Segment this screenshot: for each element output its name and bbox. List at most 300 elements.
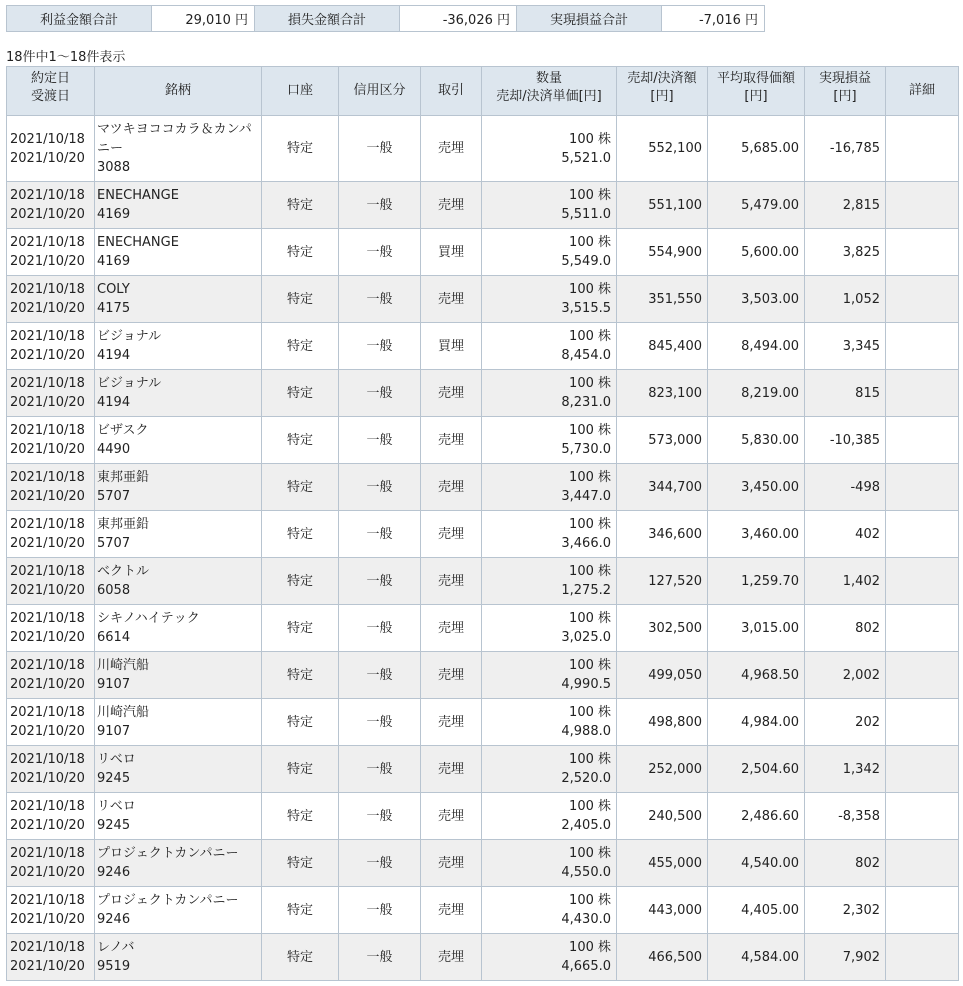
realized-pl: -498 <box>805 464 886 511</box>
stock-cell <box>95 699 262 746</box>
avg-cost: 3,460.00 <box>708 511 805 558</box>
stock-code: 4175 <box>97 301 131 316</box>
settle-amount: 552,100 <box>617 116 708 182</box>
realized-pl: 2,302 <box>805 887 886 934</box>
credit-type: 一般 <box>339 323 421 370</box>
realized-pl: 202 <box>805 699 886 746</box>
quantity: 100 株 <box>569 893 611 908</box>
header-pl-label: 実現損益 <box>818 71 871 86</box>
header-amount-unit: [円] <box>650 89 674 104</box>
stock-name: レノバ <box>97 940 135 955</box>
avg-cost: 4,968.50 <box>708 652 805 699</box>
stock-cell <box>95 116 262 182</box>
qty-cell <box>482 558 617 605</box>
qty-cell <box>482 417 617 464</box>
account-type: 特定 <box>262 934 339 981</box>
table-body <box>7 116 959 981</box>
trade-date: 2021/10/18 <box>10 131 85 147</box>
quantity: 100 株 <box>569 564 611 579</box>
table-row <box>7 464 959 511</box>
trade-type: 売埋 <box>421 370 482 417</box>
table-row <box>7 417 959 464</box>
avg-cost: 5,600.00 <box>708 229 805 276</box>
detail-cell <box>886 605 959 652</box>
settle-price: 5,730.0 <box>561 442 611 457</box>
summary-bar <box>6 5 765 32</box>
settle-amount: 351,550 <box>617 276 708 323</box>
account-type: 特定 <box>262 793 339 840</box>
stock-name: ENECHANGE <box>97 235 179 250</box>
header-qty <box>482 67 617 116</box>
stock-name: プロジェクトカンパニー <box>97 893 239 908</box>
detail-cell <box>886 887 959 934</box>
account-type: 特定 <box>262 276 339 323</box>
settle-amount: 498,800 <box>617 699 708 746</box>
account-type: 特定 <box>262 605 339 652</box>
qty-cell <box>482 887 617 934</box>
avg-cost: 1,259.70 <box>708 558 805 605</box>
settle-amount: 845,400 <box>617 323 708 370</box>
stock-cell <box>95 511 262 558</box>
settle-date: 2021/10/20 <box>10 959 85 974</box>
settle-amount: 302,500 <box>617 605 708 652</box>
qty-cell <box>482 323 617 370</box>
table-row <box>7 370 959 417</box>
avg-cost: 8,494.00 <box>708 323 805 370</box>
settle-amount: 346,600 <box>617 511 708 558</box>
date-cell <box>7 746 95 793</box>
realized-pl: 815 <box>805 370 886 417</box>
detail-cell <box>886 934 959 981</box>
realized-pl: 3,825 <box>805 229 886 276</box>
avg-cost: 8,219.00 <box>708 370 805 417</box>
settle-price: 2,405.0 <box>561 818 611 833</box>
account-type: 特定 <box>262 370 339 417</box>
avg-cost: 2,486.60 <box>708 793 805 840</box>
stock-name: COLY <box>97 282 130 297</box>
stock-name: ビジョナル <box>97 329 162 344</box>
settle-amount: 554,900 <box>617 229 708 276</box>
trade-date: 2021/10/18 <box>10 470 85 485</box>
stock-name: リベロ <box>97 799 136 814</box>
settle-amount: 573,000 <box>617 417 708 464</box>
detail-cell <box>886 511 959 558</box>
header-credit: 信用区分 <box>339 67 421 116</box>
realized-pl: -16,785 <box>805 116 886 182</box>
trade-type: 売埋 <box>421 934 482 981</box>
trade-type: 売埋 <box>421 793 482 840</box>
quantity: 100 株 <box>569 131 611 147</box>
credit-type: 一般 <box>339 887 421 934</box>
credit-type: 一般 <box>339 229 421 276</box>
table-row <box>7 558 959 605</box>
settle-amount: 240,500 <box>617 793 708 840</box>
realized-pl: 802 <box>805 605 886 652</box>
settle-date: 2021/10/20 <box>10 348 85 363</box>
table-row <box>7 323 959 370</box>
settle-price: 8,231.0 <box>561 395 611 410</box>
trade-date: 2021/10/18 <box>10 329 85 344</box>
realized-pl: 402 <box>805 511 886 558</box>
credit-type: 一般 <box>339 793 421 840</box>
settle-price: 4,990.5 <box>561 677 611 692</box>
detail-cell <box>886 699 959 746</box>
qty-cell <box>482 464 617 511</box>
qty-cell <box>482 699 617 746</box>
account-type: 特定 <box>262 558 339 605</box>
stock-cell <box>95 605 262 652</box>
trade-date: 2021/10/18 <box>10 893 85 908</box>
date-cell <box>7 793 95 840</box>
stock-code: 9107 <box>97 724 131 739</box>
loss-total-label: 損失金額合計 <box>255 6 400 32</box>
settle-date: 2021/10/20 <box>10 207 85 222</box>
table-row <box>7 276 959 323</box>
header-amount-label: 売却/決済額 <box>627 71 697 86</box>
credit-type: 一般 <box>339 464 421 511</box>
realized-pl: 802 <box>805 840 886 887</box>
detail-cell <box>886 417 959 464</box>
realized-pl: 3,345 <box>805 323 886 370</box>
table-row <box>7 887 959 934</box>
avg-cost: 2,504.60 <box>708 746 805 793</box>
quantity: 100 株 <box>569 329 611 344</box>
quantity: 100 株 <box>569 940 611 955</box>
trade-type: 売埋 <box>421 464 482 511</box>
credit-type: 一般 <box>339 652 421 699</box>
stock-code: 5707 <box>97 489 131 504</box>
stock-name: ビジョナル <box>97 376 162 391</box>
date-cell <box>7 229 95 276</box>
credit-type: 一般 <box>339 276 421 323</box>
settle-amount: 455,000 <box>617 840 708 887</box>
table-row <box>7 605 959 652</box>
trade-date: 2021/10/18 <box>10 376 85 391</box>
trade-type: 売埋 <box>421 746 482 793</box>
credit-type: 一般 <box>339 605 421 652</box>
stock-cell <box>95 558 262 605</box>
qty-cell <box>482 229 617 276</box>
avg-cost: 5,830.00 <box>708 417 805 464</box>
quantity: 100 株 <box>569 752 611 767</box>
quantity: 100 株 <box>569 470 611 485</box>
date-cell <box>7 840 95 887</box>
stock-name: リベロ <box>97 752 136 767</box>
trade-type: 売埋 <box>421 840 482 887</box>
date-cell <box>7 558 95 605</box>
settle-date: 2021/10/20 <box>10 395 85 410</box>
quantity: 100 株 <box>569 376 611 391</box>
account-type: 特定 <box>262 116 339 182</box>
detail-cell <box>886 276 959 323</box>
stock-name: ビザスク <box>97 423 149 438</box>
stock-name: 川崎汽船 <box>97 705 150 720</box>
quantity: 100 株 <box>569 423 611 438</box>
settle-date: 2021/10/20 <box>10 301 85 316</box>
date-cell <box>7 116 95 182</box>
avg-cost: 5,685.00 <box>708 116 805 182</box>
settle-date: 2021/10/20 <box>10 254 85 269</box>
realized-pl: 1,052 <box>805 276 886 323</box>
stock-code: 9246 <box>97 865 131 880</box>
account-type: 特定 <box>262 887 339 934</box>
result-count: 18件中1～18件表示 <box>6 50 126 65</box>
settle-price: 2,520.0 <box>561 771 611 786</box>
stock-code: 9245 <box>97 771 131 786</box>
detail-cell <box>886 229 959 276</box>
realized-pl: -10,385 <box>805 417 886 464</box>
account-type: 特定 <box>262 699 339 746</box>
stock-code: 4169 <box>97 207 131 222</box>
qty-cell <box>482 276 617 323</box>
trade-type: 売埋 <box>421 511 482 558</box>
trade-date: 2021/10/18 <box>10 658 85 673</box>
settle-date: 2021/10/20 <box>10 865 85 880</box>
date-cell <box>7 417 95 464</box>
detail-cell <box>886 323 959 370</box>
detail-cell <box>886 464 959 511</box>
date-cell <box>7 464 95 511</box>
settle-date: 2021/10/20 <box>10 771 85 786</box>
date-cell <box>7 605 95 652</box>
header-qty-label: 数量 <box>535 71 562 86</box>
stock-cell <box>95 887 262 934</box>
qty-cell <box>482 116 617 182</box>
quantity: 100 株 <box>569 282 611 297</box>
stock-cell <box>95 229 262 276</box>
header-pl <box>805 67 886 116</box>
trade-type: 売埋 <box>421 182 482 229</box>
account-type: 特定 <box>262 652 339 699</box>
date-cell <box>7 323 95 370</box>
settle-date: 2021/10/20 <box>10 583 85 598</box>
account-type: 特定 <box>262 323 339 370</box>
trade-type: 売埋 <box>421 116 482 182</box>
table-row <box>7 652 959 699</box>
stock-name: 東邦亜鉛 <box>97 517 150 532</box>
credit-type: 一般 <box>339 558 421 605</box>
trade-type: 売埋 <box>421 276 482 323</box>
stock-cell <box>95 934 262 981</box>
settle-price: 3,025.0 <box>561 630 611 645</box>
detail-cell <box>886 652 959 699</box>
detail-cell <box>886 370 959 417</box>
settle-date: 2021/10/20 <box>10 818 85 833</box>
trade-date: 2021/10/18 <box>10 423 85 438</box>
settle-price: 4,430.0 <box>561 912 611 927</box>
trade-type: 買埋 <box>421 323 482 370</box>
credit-type: 一般 <box>339 934 421 981</box>
table-row <box>7 746 959 793</box>
table-row <box>7 793 959 840</box>
table-row <box>7 511 959 558</box>
settle-price: 5,511.0 <box>561 207 611 222</box>
trade-date: 2021/10/18 <box>10 799 85 814</box>
stock-name: プロジェクトカンパニー <box>97 846 239 861</box>
stock-name: ベクトル <box>97 564 150 579</box>
trade-type: 売埋 <box>421 652 482 699</box>
table-row <box>7 229 959 276</box>
stock-cell <box>95 840 262 887</box>
quantity: 100 株 <box>569 188 611 203</box>
stock-code: 9519 <box>97 959 131 974</box>
stock-cell <box>95 417 262 464</box>
table-row <box>7 116 959 182</box>
account-type: 特定 <box>262 229 339 276</box>
date-cell <box>7 699 95 746</box>
qty-cell <box>482 840 617 887</box>
trade-type: 買埋 <box>421 229 482 276</box>
realized-pl: 7,902 <box>805 934 886 981</box>
realized-pl: 1,402 <box>805 558 886 605</box>
credit-type: 一般 <box>339 182 421 229</box>
qty-cell <box>482 182 617 229</box>
detail-cell <box>886 746 959 793</box>
settle-amount: 127,520 <box>617 558 708 605</box>
header-trade-date: 約定日 <box>30 71 70 86</box>
realized-total-label: 実現損益合計 <box>517 6 662 32</box>
date-cell <box>7 511 95 558</box>
stock-cell <box>95 276 262 323</box>
avg-cost: 5,479.00 <box>708 182 805 229</box>
table-row <box>7 182 959 229</box>
settle-price: 5,549.0 <box>561 254 611 269</box>
trade-date: 2021/10/18 <box>10 752 85 767</box>
realized-pl: 1,342 <box>805 746 886 793</box>
table-row <box>7 934 959 981</box>
stock-cell <box>95 182 262 229</box>
stock-name: シキノハイテック <box>97 611 200 626</box>
stock-code: 4169 <box>97 254 131 269</box>
settle-date: 2021/10/20 <box>10 630 85 645</box>
trade-date: 2021/10/18 <box>10 235 85 250</box>
header-avg <box>708 67 805 116</box>
stock-code: 4490 <box>97 442 131 457</box>
stock-cell <box>95 464 262 511</box>
trade-date: 2021/10/18 <box>10 940 85 955</box>
header-detail: 詳細 <box>886 67 959 116</box>
header-name: 銘柄 <box>95 67 262 116</box>
date-cell <box>7 182 95 229</box>
stock-code: 9246 <box>97 912 131 927</box>
qty-cell <box>482 793 617 840</box>
credit-type: 一般 <box>339 116 421 182</box>
trade-type: 売埋 <box>421 699 482 746</box>
settle-price: 3,515.5 <box>561 301 611 316</box>
trade-date: 2021/10/18 <box>10 705 85 720</box>
trade-date: 2021/10/18 <box>10 188 85 203</box>
quantity: 100 株 <box>569 799 611 814</box>
header-amount <box>617 67 708 116</box>
header-avg-label: 平均取得価額 <box>716 71 795 86</box>
date-cell <box>7 276 95 323</box>
trade-date: 2021/10/18 <box>10 846 85 861</box>
qty-cell <box>482 511 617 558</box>
settle-date: 2021/10/20 <box>10 150 85 166</box>
stock-name: 東邦亜鉛 <box>97 470 150 485</box>
qty-cell <box>482 605 617 652</box>
stock-cell <box>95 652 262 699</box>
settle-amount: 499,050 <box>617 652 708 699</box>
profit-total-label: 利益金額合計 <box>7 6 152 32</box>
settle-price: 8,454.0 <box>561 348 611 363</box>
header-avg-unit: [円] <box>744 89 768 104</box>
trade-type: 売埋 <box>421 558 482 605</box>
trade-date: 2021/10/18 <box>10 564 85 579</box>
stock-code: 4194 <box>97 395 131 410</box>
settle-amount: 252,000 <box>617 746 708 793</box>
settle-date: 2021/10/20 <box>10 489 85 504</box>
qty-cell <box>482 370 617 417</box>
settle-date: 2021/10/20 <box>10 677 85 692</box>
credit-type: 一般 <box>339 699 421 746</box>
date-cell <box>7 370 95 417</box>
settle-date: 2021/10/20 <box>10 442 85 457</box>
settle-price: 4,988.0 <box>561 724 611 739</box>
settle-price: 4,665.0 <box>561 959 611 974</box>
trade-type: 売埋 <box>421 887 482 934</box>
profit-total-value: 29,010 円 <box>152 6 255 32</box>
qty-cell <box>482 746 617 793</box>
trade-date: 2021/10/18 <box>10 517 85 532</box>
header-pl-unit: [円] <box>833 89 857 104</box>
trade-history-table <box>6 66 959 981</box>
settle-price: 3,447.0 <box>561 489 611 504</box>
trade-type: 売埋 <box>421 417 482 464</box>
quantity: 100 株 <box>569 705 611 720</box>
avg-cost: 4,984.00 <box>708 699 805 746</box>
realized-pl: -8,358 <box>805 793 886 840</box>
date-cell <box>7 887 95 934</box>
settle-date: 2021/10/20 <box>10 536 85 551</box>
stock-name: ENECHANGE <box>97 188 179 203</box>
settle-price: 5,521.0 <box>561 150 611 166</box>
detail-cell <box>886 793 959 840</box>
settle-date: 2021/10/20 <box>10 912 85 927</box>
loss-total-value: -36,026 円 <box>400 6 517 32</box>
stock-code: 5707 <box>97 536 131 551</box>
stock-code: 4194 <box>97 348 131 363</box>
account-type: 特定 <box>262 464 339 511</box>
settle-amount: 443,000 <box>617 887 708 934</box>
realized-total-value: -7,016 円 <box>662 6 765 32</box>
detail-cell <box>886 182 959 229</box>
realized-pl: 2,815 <box>805 182 886 229</box>
stock-code: 9245 <box>97 818 131 833</box>
stock-cell <box>95 370 262 417</box>
stock-code: 9107 <box>97 677 131 692</box>
qty-cell <box>482 934 617 981</box>
stock-code: 3088 <box>97 160 131 175</box>
header-trade: 取引 <box>421 67 482 116</box>
account-type: 特定 <box>262 746 339 793</box>
realized-pl: 2,002 <box>805 652 886 699</box>
avg-cost: 3,503.00 <box>708 276 805 323</box>
stock-cell <box>95 323 262 370</box>
settle-amount: 466,500 <box>617 934 708 981</box>
header-settle-date: 受渡日 <box>30 89 70 104</box>
quantity: 100 株 <box>569 658 611 673</box>
avg-cost: 3,450.00 <box>708 464 805 511</box>
quantity: 100 株 <box>569 235 611 250</box>
avg-cost: 4,405.00 <box>708 887 805 934</box>
table-row <box>7 840 959 887</box>
settle-date: 2021/10/20 <box>10 724 85 739</box>
account-type: 特定 <box>262 840 339 887</box>
stock-name: マツキヨココカラ＆カンパニー <box>97 122 252 156</box>
stock-name: 川崎汽船 <box>97 658 150 673</box>
trade-type: 売埋 <box>421 605 482 652</box>
